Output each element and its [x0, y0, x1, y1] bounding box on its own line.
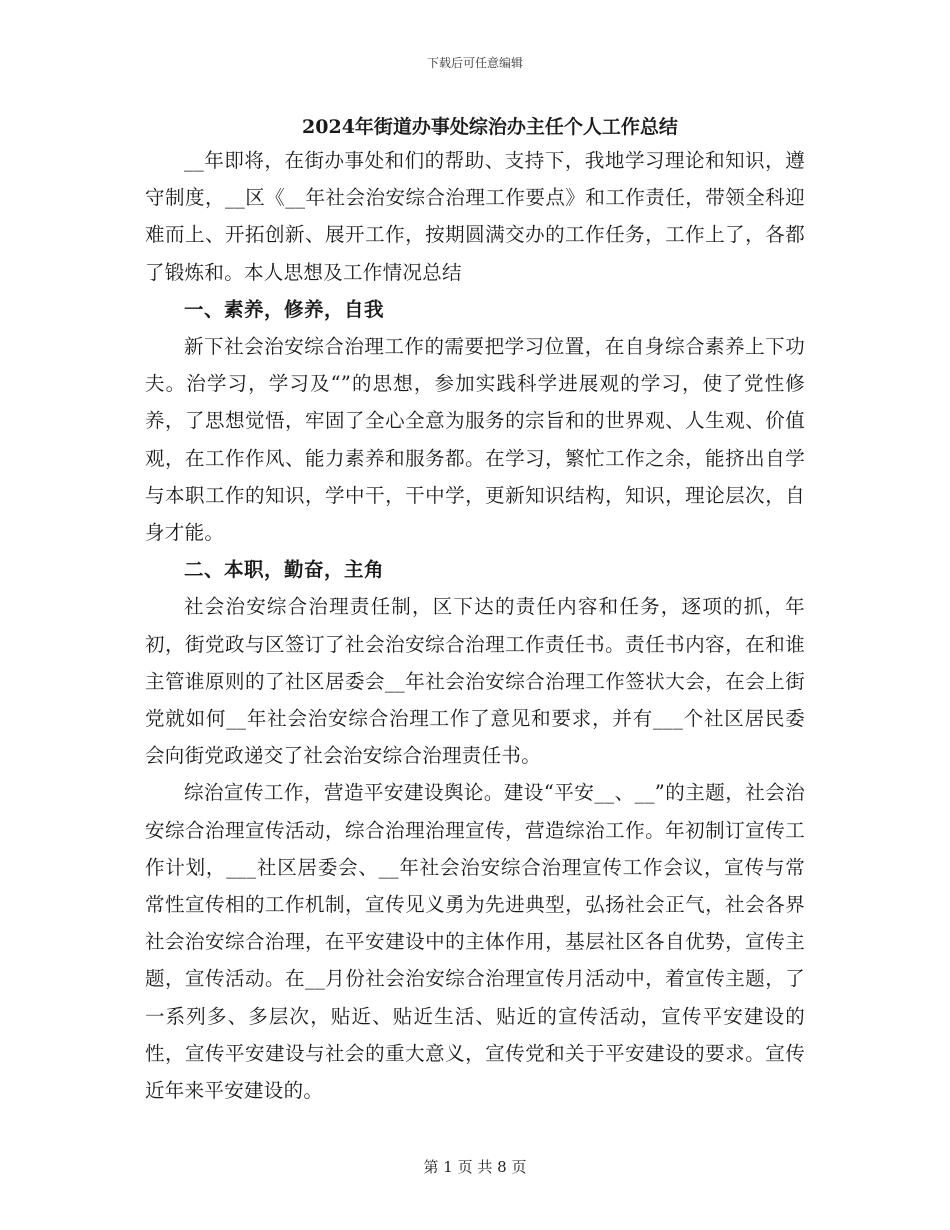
section-1-heading: 一、素养，修养，自我 [184, 297, 385, 321]
page-header-note: 下载后可任意编辑 [426, 56, 523, 70]
section-2-heading: 二、本职，勤奋，主角 [184, 558, 385, 582]
section-2-paragraph-1: 社会治安综合治理责任制，区下达的责任内容和任务，逐项的抓，年初，街党政与区签订了社会治安综合治理工作责任书。责任书内容，在和谁主管谁原则的了社区居委会__年社会治安综合治理工作签状大会，在会上街党就如何__年社会治安综合治理工作了意见和要求，并有___个社区居民委会向街党政递交了社会治安综合治理责任书。 [145, 595, 805, 768]
section-2-paragraph-2: 综治宣传工作，营造平安建设舆论。建设“平安__、__”的主题，社会治安综合治理宣传活动，综合治理治理宣传，营造综治工作。年初制订宣传工作计划，___社区居委会、__年社会治安综合治理宣传工作会议，宣传与常常性宣传相的工作机制，宣传见义勇为先进典型，弘扬社会正气，社会各界社会治安综合治理，在平安建设中的主体作用，基层社区各自优势，宣传主题，宣传活动。在__月份社会治安综合治理宣传月活动中，着宣传主题，了一系列多、多层次，贴近、贴近生活、贴近的宣传活动，宣传平安建设的性，宣传平安建设与社会的重大意义，宣传党和关于平安建设的要求。宣传近年来平安建设的。 [145, 781, 805, 1103]
document-title: 2024年街道办事处综治办主任个人工作总结 [302, 116, 678, 138]
intro-paragraph: __年即将，在街办事处和们的帮助、支持下，我地学习理论和知识，遵守制度，__区《__年社会治安综合治理工作要点》和工作责任，带领全科迎难而上、开拓创新、展开工作，按期圆满交办的工作任务，工作上了，各都了锻炼和。本人思想及工作情况总结 [145, 149, 805, 284]
document-body [145, 112, 805, 1109]
page-number: 第 1 页 共 8 页 [423, 1158, 527, 1176]
section-1-paragraph: 新下社会治安综合治理工作的需要把学习位置，在自身综合素养上下功夫。治学习，学习及“”的思想，参加实践科学进展观的学习，使了党性修养，了思想觉悟，牢固了全心全意为服务的宗旨和的世界观、人生观、价值观，在工作作风、能力素养和服务都。在学习，繁忙工作之余，能挤出自学与本职工作的知识，学中干，干中学，更新知识结构，知识，理论层次，自身才能。 [145, 335, 805, 545]
